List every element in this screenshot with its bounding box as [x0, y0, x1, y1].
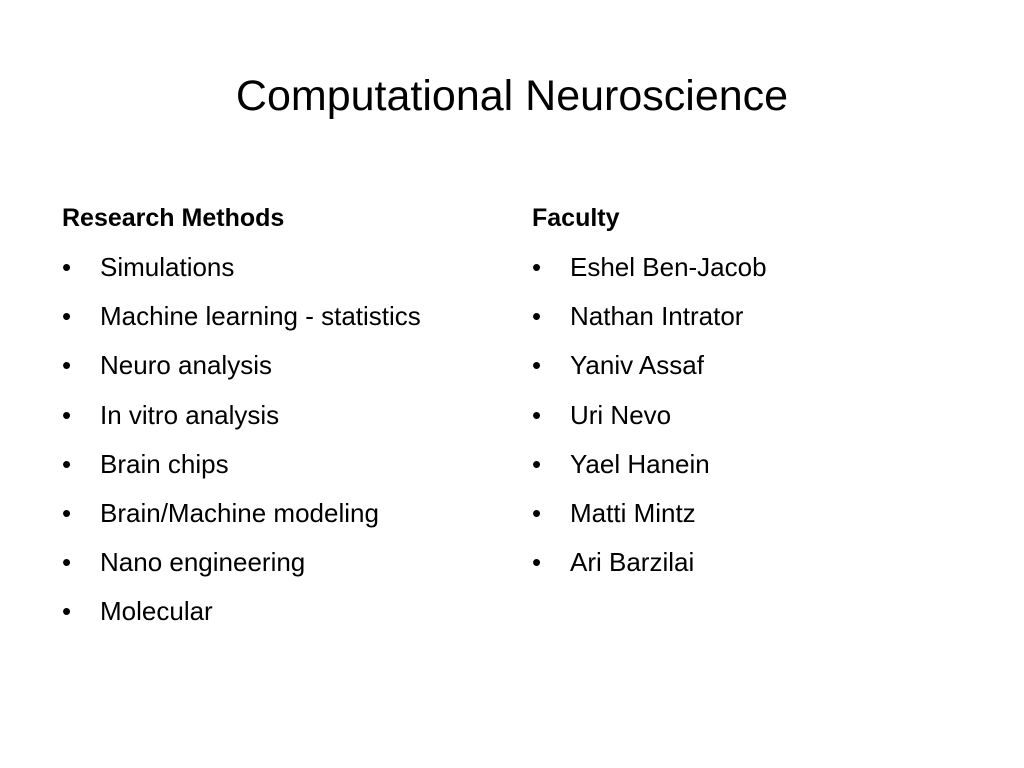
bullet-icon: • — [532, 301, 542, 332]
list-item-label: Brain chips — [100, 448, 229, 479]
bullet-icon: • — [62, 350, 72, 381]
list-item-label: Eshel Ben-Jacob — [570, 252, 767, 282]
bullet-icon: • — [532, 399, 542, 430]
list-item — [532, 391, 972, 440]
list-item-label: Yael Hanein — [570, 448, 710, 479]
list-item-label: Uri Nevo — [570, 399, 672, 430]
list-item-label: Brain/Machine modeling — [100, 498, 379, 529]
list-item — [62, 587, 502, 636]
list-item — [532, 538, 972, 587]
list-item-label: Ari Barzilai — [570, 547, 695, 578]
list-item — [532, 440, 972, 489]
list-item — [532, 489, 972, 538]
bullet-icon: • — [62, 596, 72, 627]
list-item — [62, 341, 502, 390]
slide-title: Computational Neuroscience — [235, 72, 789, 120]
list-item-label: Yaniv Assaf — [570, 350, 704, 381]
list-item-label: Machine learning - statistics — [100, 301, 421, 332]
research-methods-column — [62, 197, 502, 637]
list-item-label: Molecular — [100, 596, 213, 627]
list-item — [62, 538, 502, 587]
bullet-icon: • — [532, 498, 542, 529]
bullet-icon: • — [62, 252, 72, 282]
list-item — [532, 243, 972, 292]
bullet-icon: • — [62, 448, 72, 479]
bullet-icon: • — [532, 252, 542, 282]
list-item-label: Neuro analysis — [100, 350, 272, 381]
list-item — [62, 489, 502, 538]
list-item — [532, 341, 972, 390]
list-item — [62, 243, 502, 292]
research-methods-heading: Research Methods — [62, 204, 285, 232]
list-item — [62, 440, 502, 489]
list-item-label: Matti Mintz — [570, 498, 696, 529]
bullet-icon: • — [532, 350, 542, 381]
list-item-label: Nano engineering — [100, 547, 306, 578]
list-item — [62, 391, 502, 440]
faculty-column — [532, 197, 972, 587]
list-item-label: Nathan Intrator — [570, 301, 744, 332]
bullet-icon: • — [532, 547, 542, 578]
bullet-icon: • — [62, 399, 72, 430]
list-item-label: In vitro analysis — [100, 399, 280, 430]
bullet-icon: • — [532, 448, 542, 479]
list-item — [532, 292, 972, 341]
bullet-icon: • — [62, 547, 72, 578]
research-methods-list — [62, 243, 502, 637]
bullet-icon: • — [62, 498, 72, 529]
faculty-heading: Faculty — [532, 204, 620, 232]
faculty-list — [532, 243, 972, 587]
list-item-label: Simulations — [100, 252, 235, 282]
list-item — [62, 292, 502, 341]
bullet-icon: • — [62, 301, 72, 332]
